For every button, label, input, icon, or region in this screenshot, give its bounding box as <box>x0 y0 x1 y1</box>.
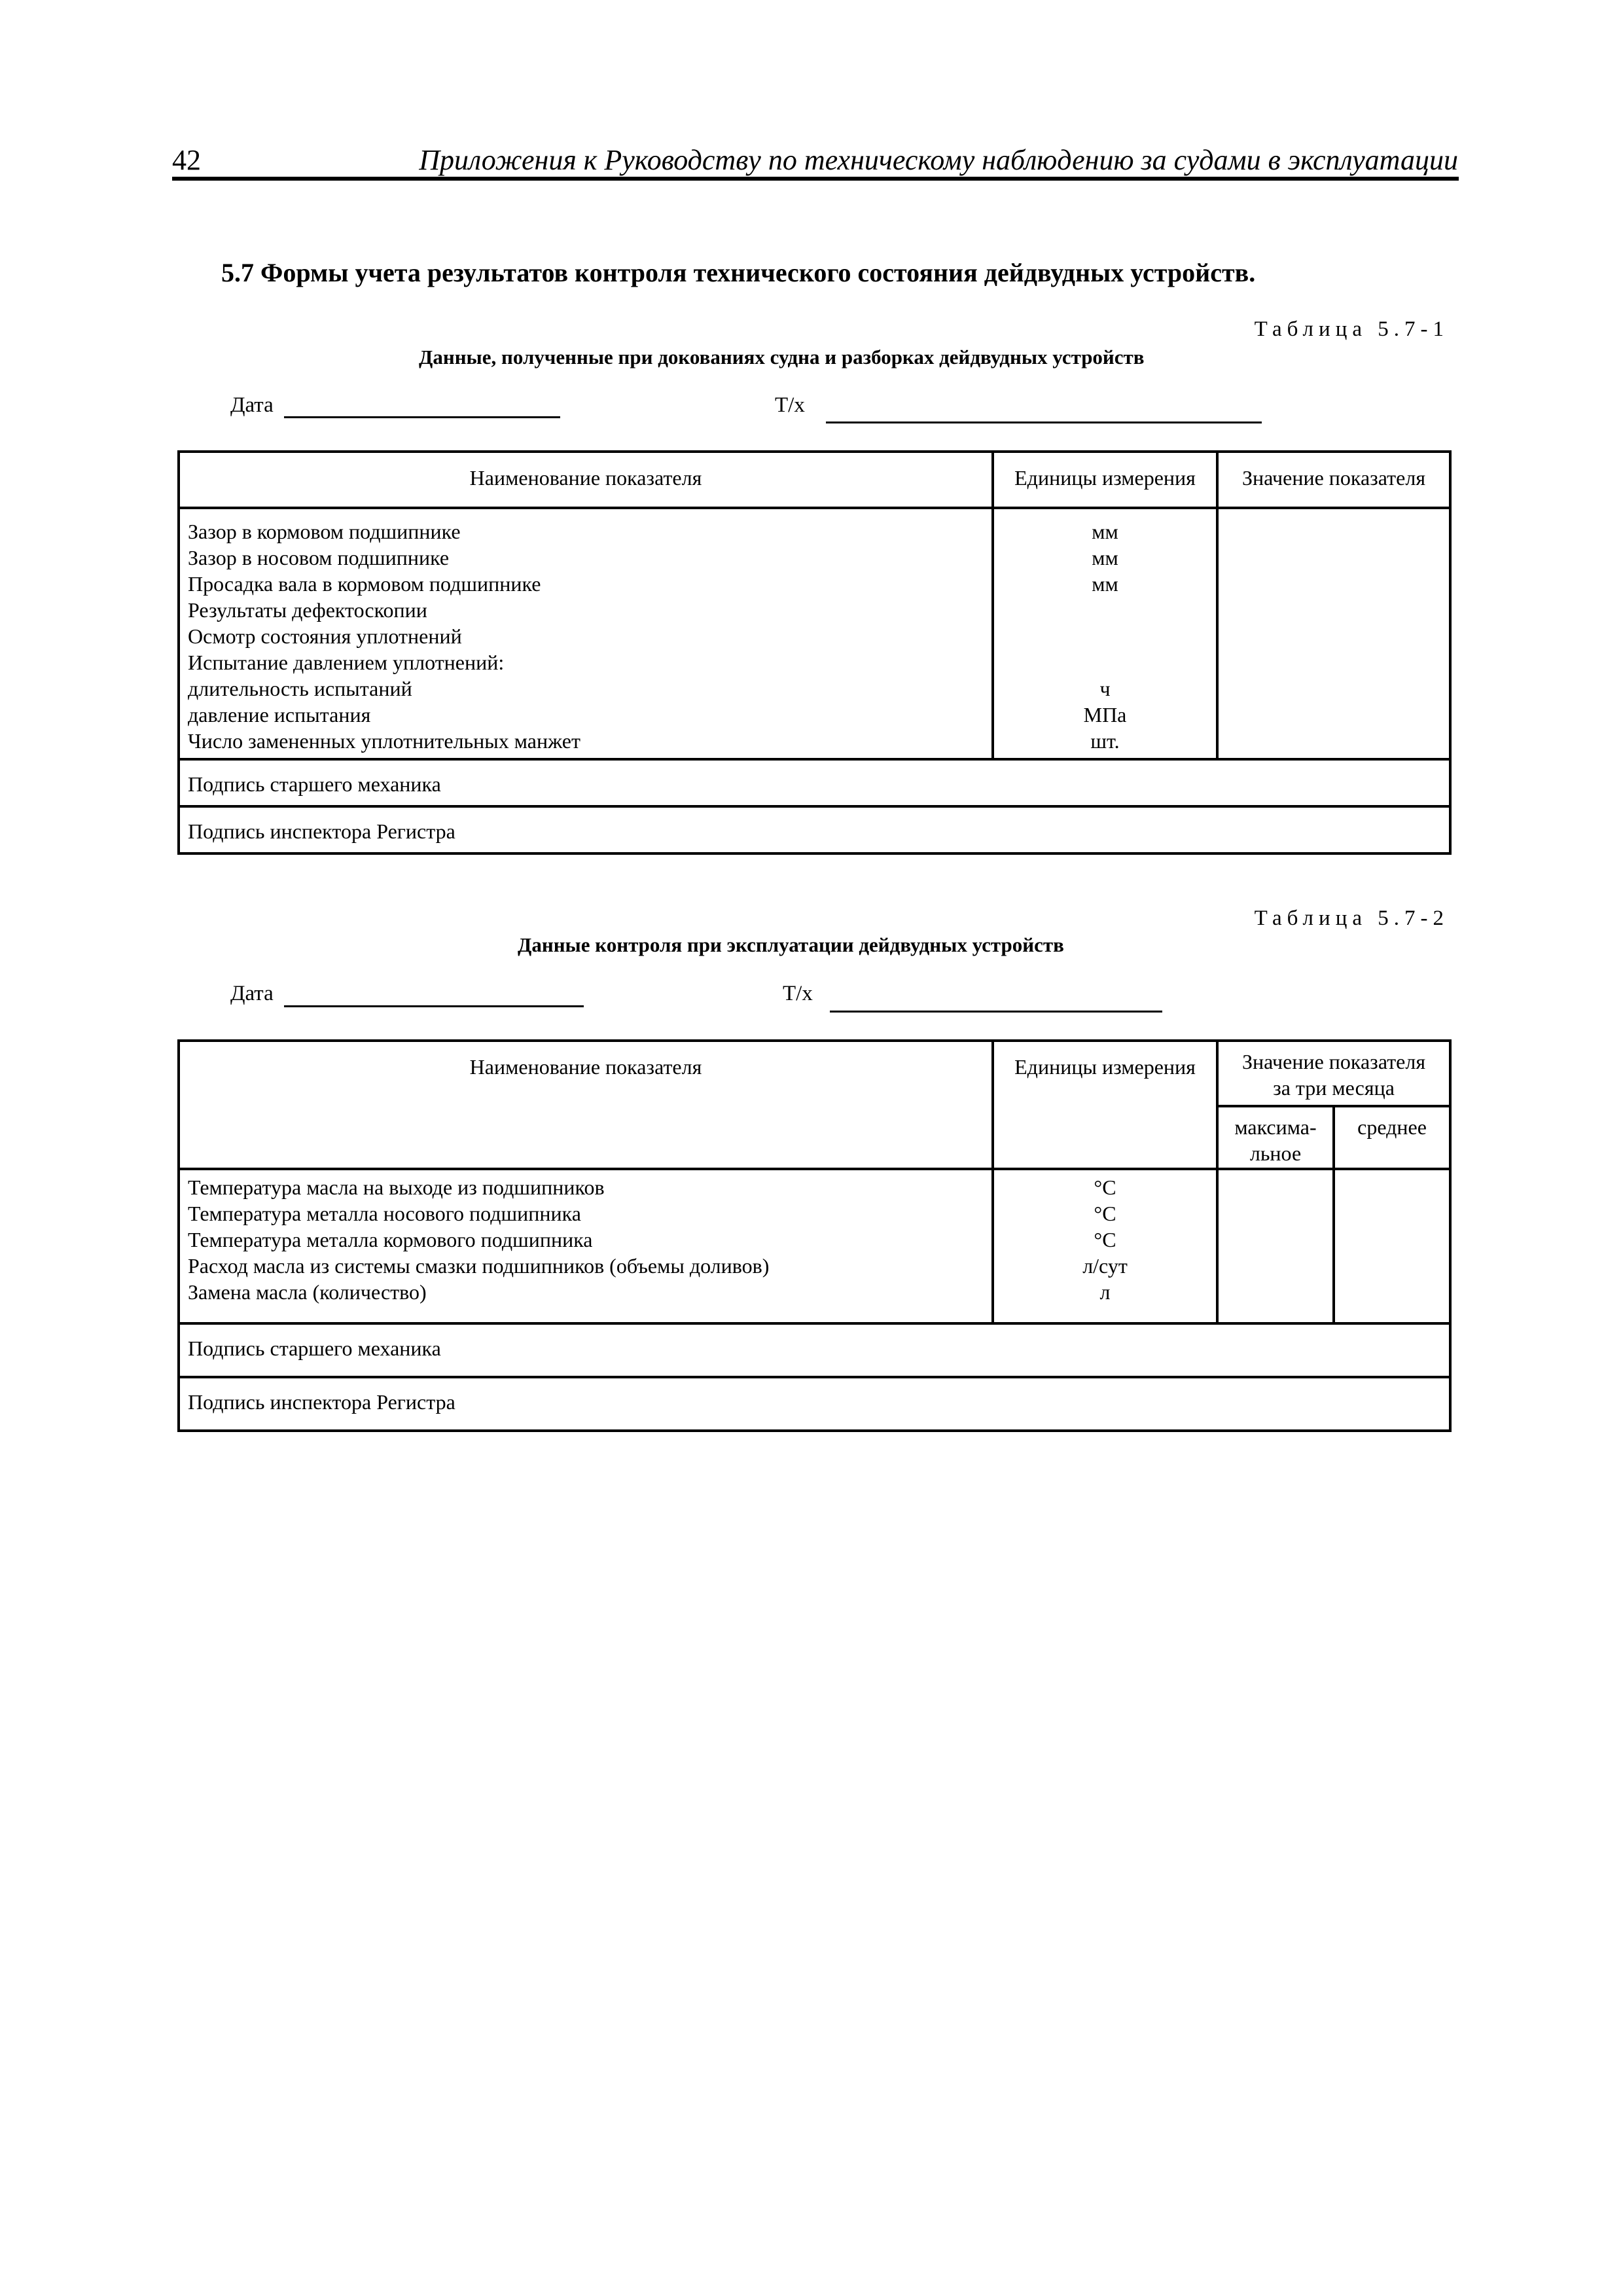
table1-units-cell <box>993 508 1217 759</box>
table1-header-row <box>179 452 1450 508</box>
table-row-unit: л/сут <box>1082 1254 1128 1278</box>
table-row-unit: °С <box>1094 1175 1116 1199</box>
table2-col-name: Наименование показателя <box>179 1041 993 1169</box>
table-row-unit <box>994 623 1216 649</box>
table-row-unit <box>994 649 1216 675</box>
table-row-name: Температура металла кормового подшипника <box>188 1228 593 1251</box>
table-row-name: Температура масла на выходе из подшипников <box>188 1175 605 1199</box>
table2-avg-values-cell[interactable] <box>1334 1169 1450 1323</box>
table2-date-label: Дата <box>230 982 274 1005</box>
table2-col-max <box>1217 1106 1334 1169</box>
section-title: 5.7 Формы учета результатов контроля технического состояния дейдвудных устройств. <box>221 258 1256 287</box>
table-row-name: Испытание давлением уплотнений: <box>188 651 505 674</box>
table-row-unit: мм <box>1092 572 1118 596</box>
table2-value-group-line2: за три месяца <box>1273 1076 1395 1100</box>
table-row-unit: л <box>1099 1280 1111 1304</box>
table1-signature-chief-row <box>179 759 1450 806</box>
table2-col-max-line2: льное <box>1249 1141 1302 1165</box>
table2-col-unit: Единицы измерения <box>993 1041 1217 1169</box>
table-row-unit: МПа <box>1083 703 1127 726</box>
table2-body-row <box>179 1169 1450 1323</box>
table2-units-cell <box>993 1169 1217 1323</box>
table-row-unit: °С <box>1094 1202 1116 1225</box>
table1-col-name: Наименование показателя <box>179 452 993 508</box>
header-rule <box>172 177 1459 181</box>
table2-label: Таблица 5.7-2 <box>1254 906 1449 930</box>
table2-col-avg: среднее <box>1334 1106 1450 1169</box>
table1-date-label: Дата <box>230 393 274 417</box>
table2-date-field[interactable] <box>284 1005 584 1007</box>
table-row-name: Число замененных уплотнительных манжет <box>188 729 580 753</box>
table-row-name: Температура металла носового подшипника <box>188 1202 581 1225</box>
table2-names-cell <box>179 1169 993 1323</box>
table2-col-max-line1: максима- <box>1234 1115 1317 1139</box>
table-row-name: длительность испытаний <box>188 677 412 700</box>
table-row-unit: ч <box>1099 677 1111 700</box>
table1-label: Таблица 5.7-1 <box>1254 317 1449 341</box>
table1-names-cell <box>179 508 993 759</box>
table-row-unit: мм <box>1092 520 1118 543</box>
table1-body-row <box>179 508 1450 759</box>
table1-vessel-label: Т/х <box>775 393 805 417</box>
table2-signature-inspector-row <box>179 1377 1450 1431</box>
table2-caption: Данные контроля при эксплуатации дейдвудных устройств <box>518 933 1064 956</box>
table2-header-row <box>179 1041 1450 1106</box>
table-row-name: Осмотр состояния уплотнений <box>188 624 462 648</box>
table-row-unit: шт. <box>1090 729 1120 753</box>
table1 <box>177 450 1452 855</box>
table1-values-cell[interactable] <box>1217 508 1450 759</box>
table-row-name: Расход масла из системы смазки подшипников (объемы доливов) <box>188 1254 770 1278</box>
table2-value-group-line1: Значение показателя <box>1241 1050 1426 1073</box>
table2-vessel-label: Т/х <box>783 982 813 1005</box>
table-row-unit: мм <box>1092 546 1118 569</box>
table1-col-unit: Единицы измерения <box>993 452 1217 508</box>
page-number: 42 <box>172 144 201 176</box>
running-title: Приложения к Руководству по техническому наблюдению за судами в эксплуатации <box>419 144 1458 176</box>
table2-vessel-field[interactable] <box>830 1011 1162 1013</box>
table-row-name: Просадка вала в кормовом подшипнике <box>188 572 541 596</box>
table-row-name: Результаты дефектоскопии <box>188 598 427 622</box>
table2-signature-chief-row <box>179 1323 1450 1377</box>
table1-date-field[interactable] <box>284 416 560 418</box>
table2-col-value-group <box>1217 1041 1450 1106</box>
table2-signature-chief[interactable]: Подпись старшего механика <box>179 1323 1450 1377</box>
table1-signature-inspector[interactable]: Подпись инспектора Регистра <box>179 806 1450 853</box>
table1-col-value: Значение показателя <box>1217 452 1450 508</box>
table-row-name: давление испытания <box>188 703 371 726</box>
table2-max-values-cell[interactable] <box>1217 1169 1334 1323</box>
table2-signature-inspector[interactable]: Подпись инспектора Регистра <box>179 1377 1450 1431</box>
table-row-name: Замена масла (количество) <box>188 1280 427 1304</box>
table1-signature-chief[interactable]: Подпись старшего механика <box>179 759 1450 806</box>
table2 <box>177 1039 1452 1432</box>
table-row-name: Зазор в кормовом подшипнике <box>188 520 461 543</box>
table1-caption: Данные, полученные при докованиях судна и разборках дейдвудных устройств <box>419 346 1145 368</box>
table1-signature-inspector-row <box>179 806 1450 853</box>
table-row-unit: °С <box>1094 1228 1116 1251</box>
table-row-unit <box>994 597 1216 623</box>
table1-vessel-field[interactable] <box>826 422 1262 423</box>
table-row-name: Зазор в носовом подшипнике <box>188 546 450 569</box>
